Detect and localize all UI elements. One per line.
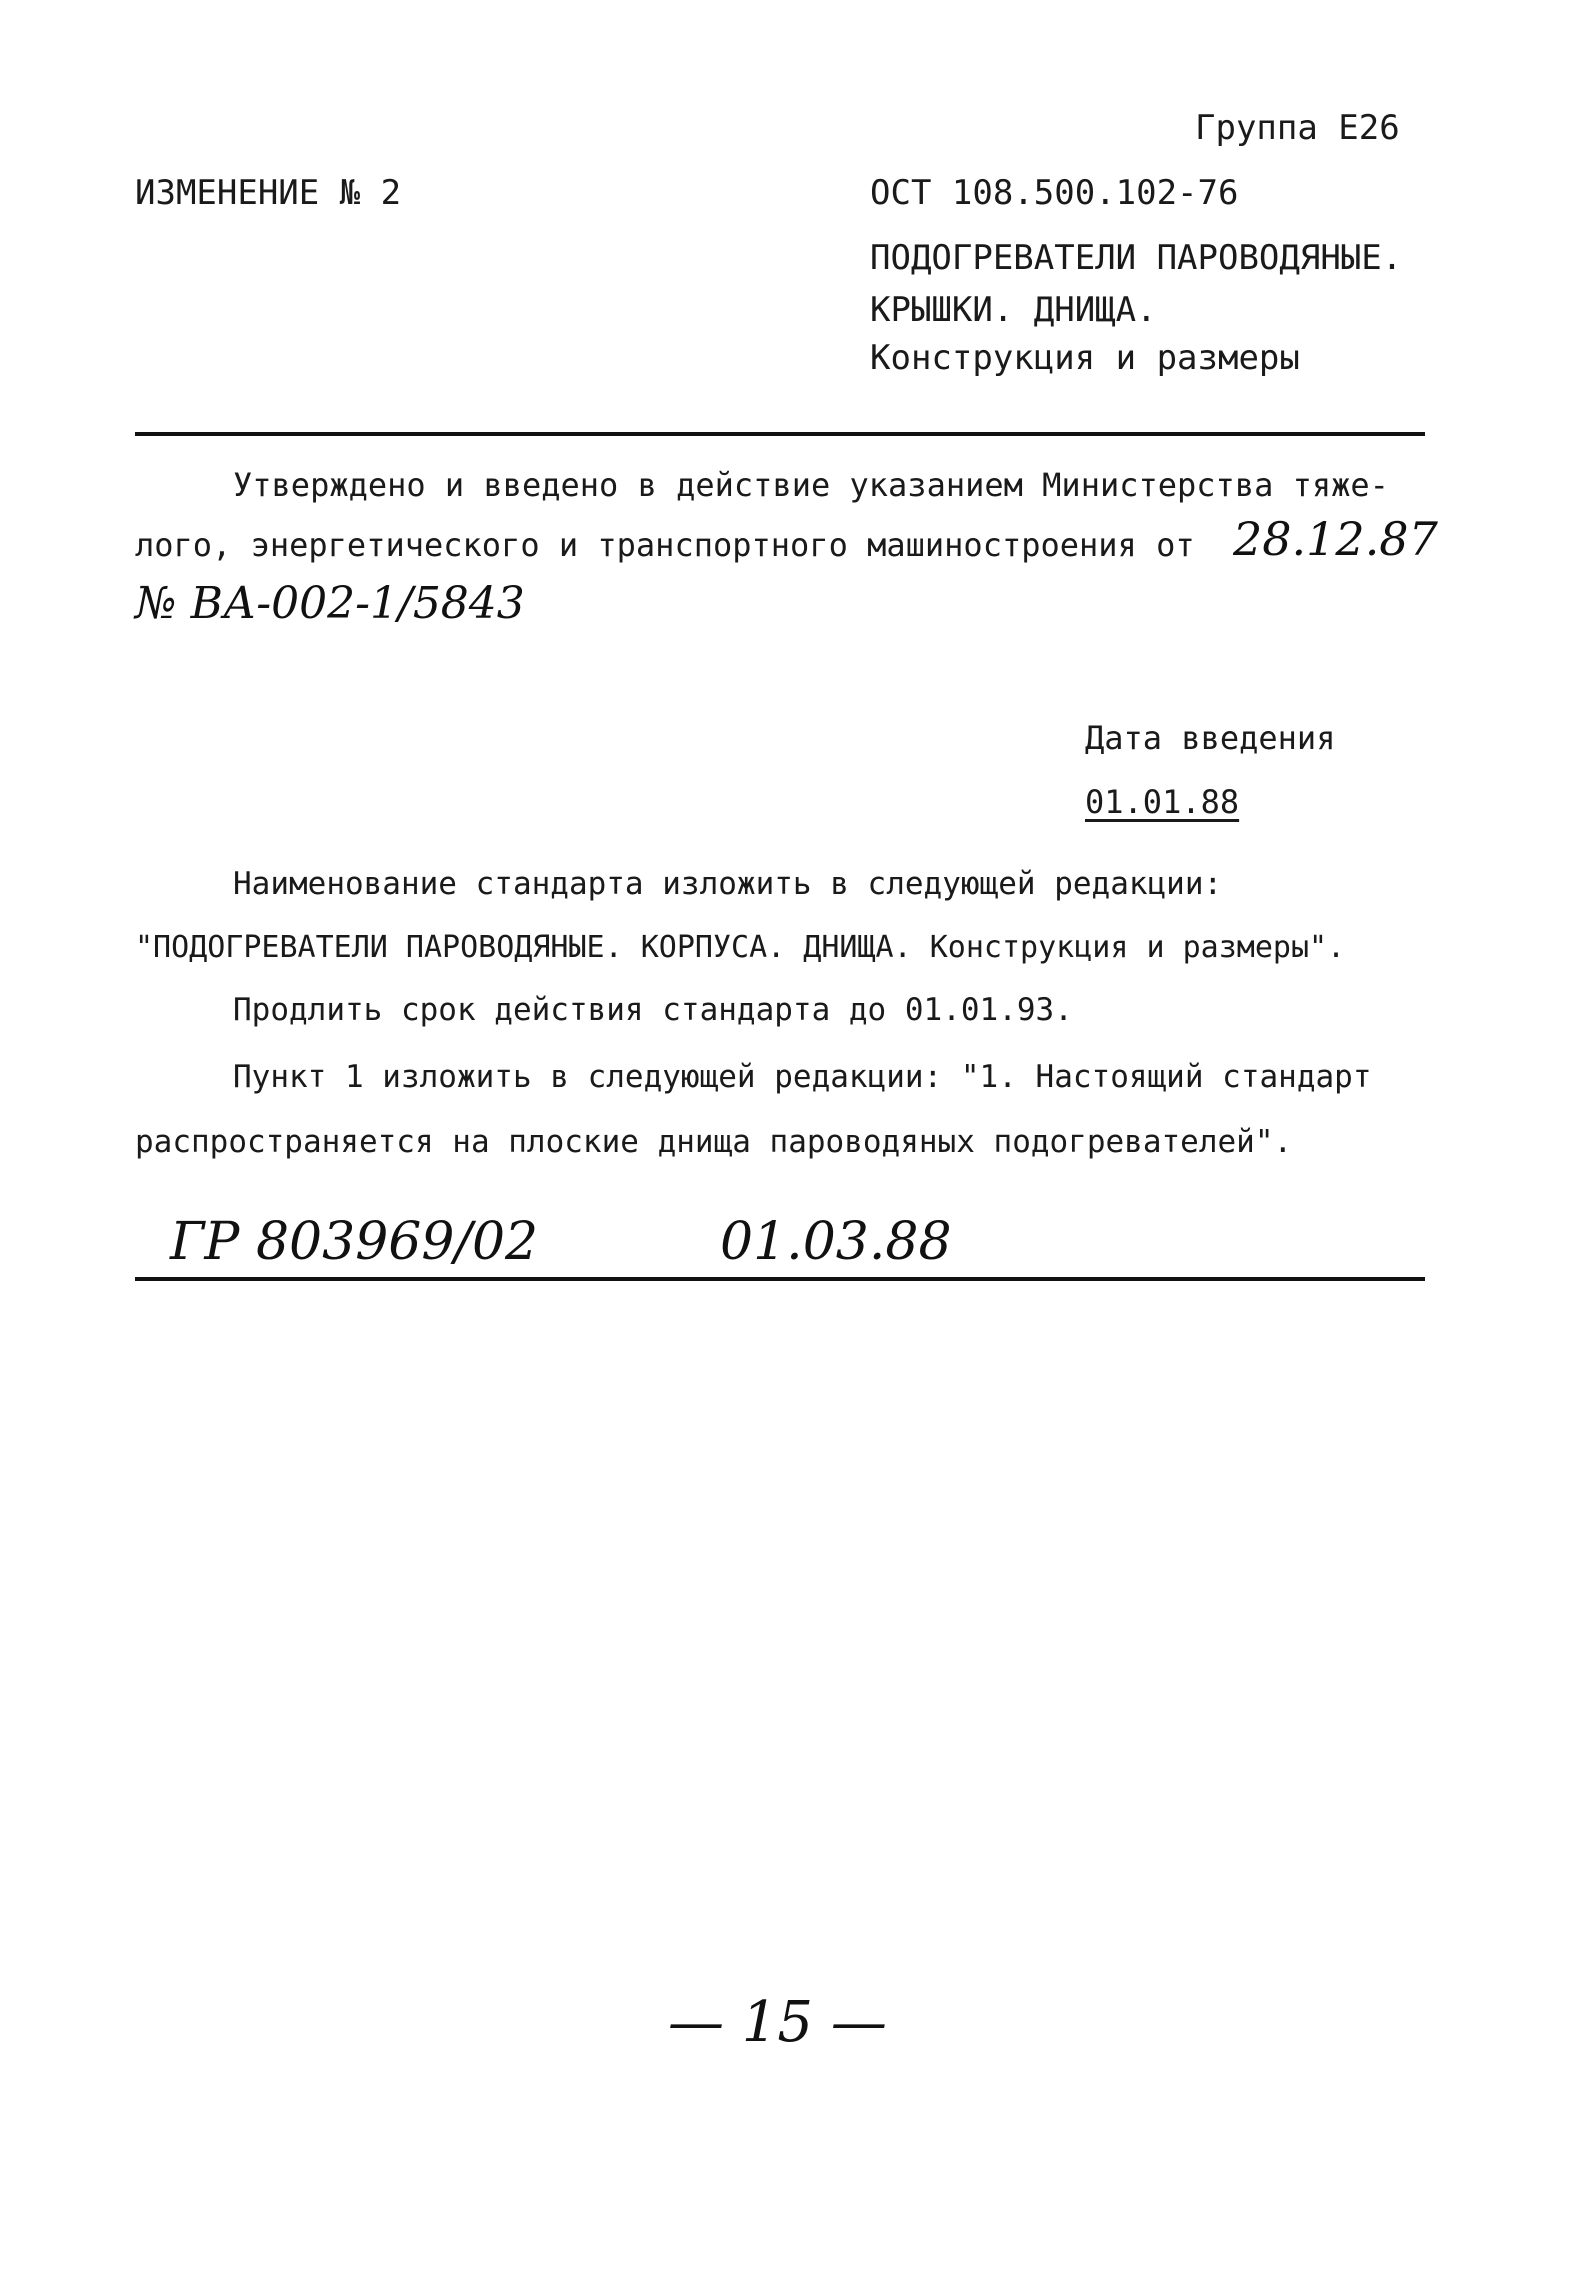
approval-line-2: лого, энергетического и транспортного машиностроения от [135, 526, 1195, 564]
paragraph-3-line-1: Пункт 1 изложить в следующей редакции: "1. Настоящий стандарт [233, 1059, 1372, 1095]
standard-code: ОСТ 108.500.102-76 [870, 173, 1239, 213]
title-line-1: ПОДОГРЕВАТЕЛИ ПАРОВОДЯНЫЕ. [870, 238, 1403, 278]
group-code: Группа Е26 [1195, 108, 1400, 148]
effective-date-value: 01.01.88 [1085, 783, 1240, 821]
paragraph-3-line-2: распространяется на плоские днища пароводяных подогревателей". [135, 1124, 1293, 1160]
header-divider [135, 432, 1425, 436]
effective-date-label: Дата введения [1085, 719, 1336, 757]
paragraph-2: Продлить срок действия стандарта до 01.01.93. [233, 992, 1073, 1028]
change-label: ИЗМЕНЕНИЕ № 2 [135, 173, 402, 213]
registration-divider [135, 1277, 1425, 1281]
title-line-2: КРЫШКИ. ДНИЩА. [870, 290, 1157, 330]
page-number: — 15 — [668, 1990, 887, 2055]
paragraph-1-line-2: "ПОДОГРЕВАТЕЛИ ПАРОВОДЯНЫЕ. КОРПУСА. ДНИЩА. Конструкция и размеры". [135, 930, 1346, 965]
title-line-3: Конструкция и размеры [870, 338, 1300, 378]
paragraph-1-line-1: Наименование стандарта изложить в следующей редакции: [233, 866, 1223, 902]
registration-number-handwritten: ГР 803969/02 [170, 1212, 539, 1272]
approval-date-handwritten: 28.12.87 [1233, 512, 1438, 566]
approval-line-1: Утверждено и введено в действие указанием Министерства тяже- [233, 466, 1389, 504]
registration-date-handwritten: 01.03.88 [720, 1212, 952, 1272]
approval-number-handwritten: № ВА-002-1/5843 [135, 578, 525, 629]
